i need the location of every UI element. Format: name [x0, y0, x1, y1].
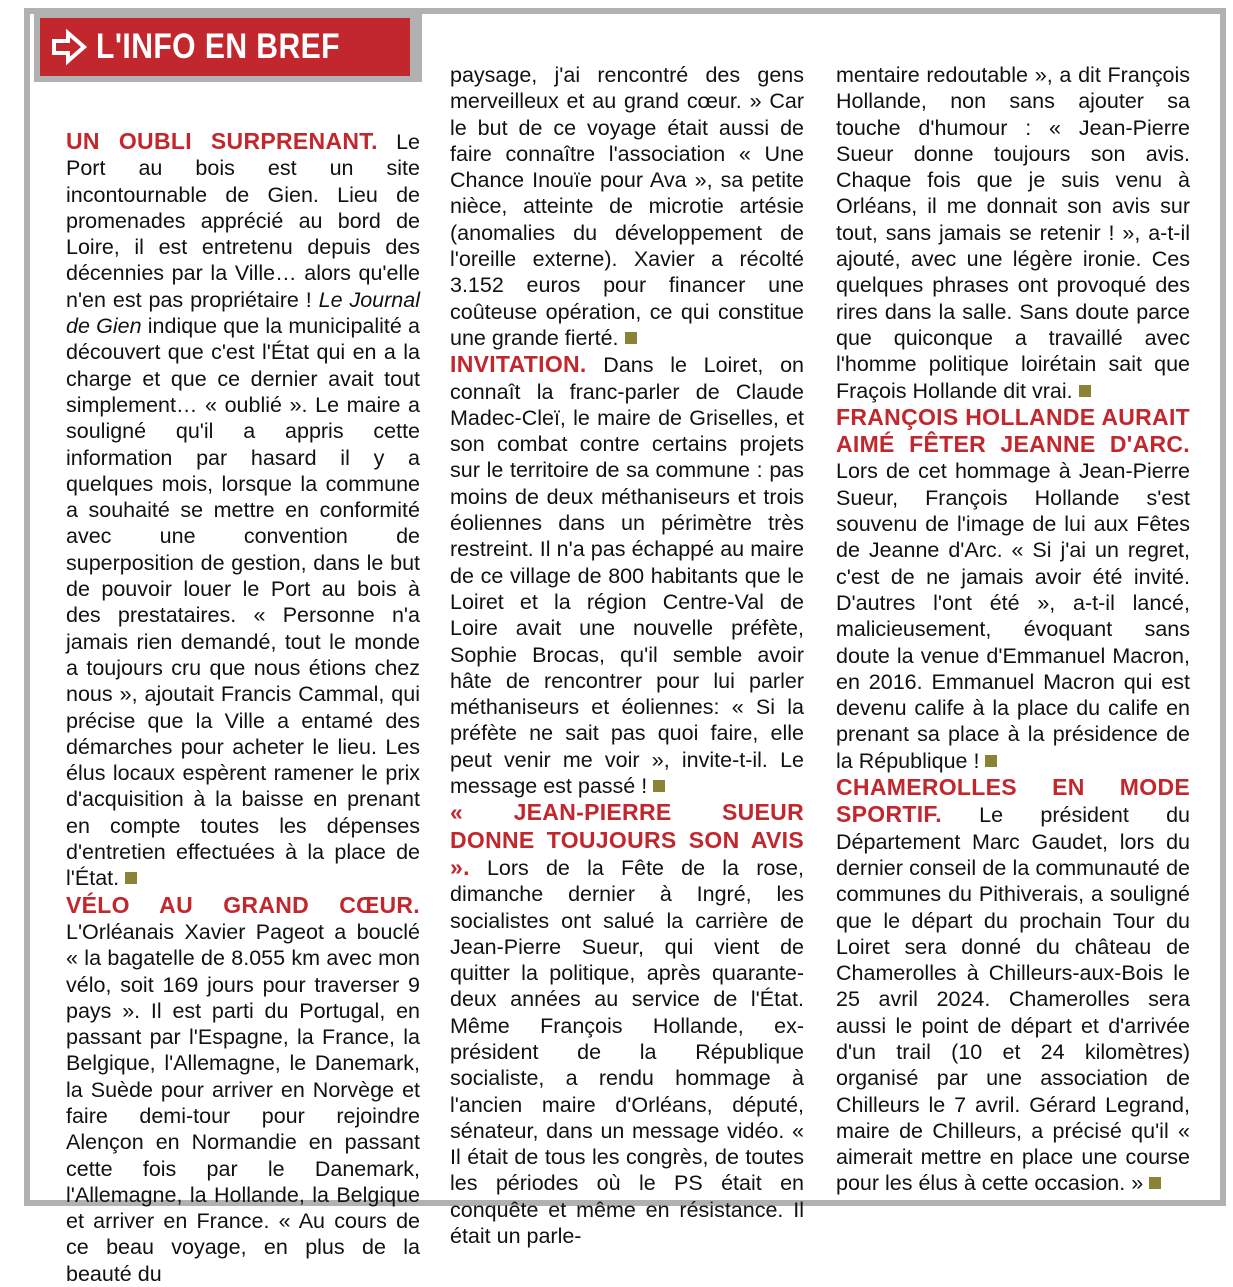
article-kicker: INVITATION.	[450, 351, 587, 378]
article-body: Le Port au bois est un site incontournable de Gien. Lieu de promenades apprécié au bord de Loire, il est entretenu depuis des décennies par la Ville… alors qu'elle n'en est pas propriétaire !	[66, 130, 420, 312]
article-invitation	[450, 351, 804, 799]
article-body: Lors de cet hommage à Jean-Pierre Sueur, François Hollande s'est souvenu de l'image de lui aux Fêtes de Jeanne d'Arc. « Si j'ai un regret, c'est de ne jamais avoir été invité. D'autres l'ont été », a-t-il lancé, malicieusement, évoquant sans doute la venue d'Emmanuel Macron, en 2016. Emmanuel Macron qui est devenu calife à la place du calife en prenant sa place à la présidence de la République !	[836, 459, 1190, 773]
article-sueur	[450, 799, 804, 1249]
column-1	[66, 128, 420, 1287]
article-body: L'Orléanais Xavier Pageot a bouclé « la bagatelle de 8.055 km avec mon vélo, soit 169 jours pour traverser 9 pays ». Il est parti du Portugal, en passant par l'Espagne, la France, la Belgique, l'Allemagne, le Danemark, la Suède pour arriver en Norvège et faire demi-tour pour rejoindre Alençon en Normandie en passant cette fois par le Danemark, l'Allemagne, la Hollande, la Belgique et arriver en France. « Au cours de ce beau voyage, en plus de la beauté du	[66, 919, 420, 1286]
end-mark-icon	[985, 755, 997, 767]
article-velo	[66, 892, 420, 1287]
end-mark-icon	[653, 780, 665, 792]
article-hollande	[836, 404, 1190, 774]
article-kicker: « JEAN-PIERRE SUEUR DONNE TOUJOURS SON AVIS ».	[450, 799, 804, 880]
article-sueur-continued	[836, 62, 1190, 404]
article-body: Lors de la Fête de la rose, dimanche dernier à Ingré, les socialistes ont salué la carrière de Jean-Pierre Sueur, qui vient de quitter la politique, après quarante-deux années au service de l'État. Même François Hollande, ex-président de la République socialiste, a rendu hommage à l'ancien maire d'Orléans, député, sénateur, dans un message vidéo. « Il était de tous les congrès, de toutes les périodes où le PS était en conquête et même en résistance. Il était un parle-	[450, 855, 804, 1249]
article-body: paysage, j'ai rencontré des gens merveilleux et au grand cœur. » Car le but de ce voyage était aussi de faire connaître l'association « Une Chance Inouïe pour Ava », sa petite nièce, atteinte de microtie artésie (anomalies du développement de l'oreille externe). Xavier a récolté 3.152 euros pour financer une coûteuse opération, ce qui constitue une grande fierté.	[450, 63, 804, 350]
article-kicker: UN OUBLI SURPRENANT.	[66, 128, 378, 154]
article-body: Le président du Département Marc Gaudet, lors du dernier conseil de la communauté de communes du Pithiverais, a souligné que le départ du prochain Tour du Loiret sera donné du château de Chamerolles à Chilleurs-aux-Bois le 25 avril 2024. Chamerolles sera aussi le point de départ et d'arrivée d'un trail (10 et 24 kilomètres) organisé par une association de Chilleurs le 7 avril. Gérard Legrand, maire de Chilleurs, a précisé qu'il « aimerait mettre en place une course pour les élus à cette occasion. »	[836, 803, 1190, 1196]
article-body: indique que la municipalité a découvert que c'est l'État qui en a la charge et que ce dernier avait tout simplement… « oublié ». Le maire a souligné qu'il a appris cette information par hasard il y a quelques mois, lorsque la commune a souhaité se mettre en conformité avec une convention de superposition de gestion, dans le but de pouvoir louer le Port au bois à des prestataires. « Personne n'a jamais rien demandé, tout le monde a toujours cru que nous étions chez nous », ajoutait Francis Cammal, qui précise que la Ville a entamé des démarches pour acheter le lieu. Les élus locaux espèrent ramener le prix d'acquisition à la baisse en prenant en compte toutes les dépenses d'entretien effectuées à la place de l'État.	[66, 314, 421, 891]
article-kicker: CHAMEROLLES EN MODE SPORTIF.	[836, 774, 1190, 828]
article-velo-continued	[450, 62, 804, 351]
section-header	[34, 12, 422, 82]
article-oubli	[66, 128, 420, 892]
publication-name: Le Journal de Gien	[66, 287, 420, 339]
end-mark-icon	[625, 332, 637, 344]
article-chamerolles	[836, 774, 1190, 1197]
end-mark-icon	[1149, 1177, 1161, 1189]
article-kicker: VÉLO AU GRAND CŒUR.	[66, 891, 420, 918]
section-title: L'INFO EN BREF	[96, 27, 340, 66]
column-3	[836, 62, 1190, 1197]
end-mark-icon	[125, 872, 137, 884]
arrow-right-icon	[50, 18, 96, 76]
article-body: Dans le Loiret, on connaît la franc-parler de Claude Madec-Cleï, le maire de Griselles, et son combat contre certains projets sur le territoire de sa commune : pas moins de deux méthaniseurs et trois éoliennes dans un périmètre très restreint. Il n'a pas échappé au maire de ce village de 800 habitants que le Loiret et la région Centre-Val de Loire avait une nouvelle préfète, Sophie Brocas, qu'il semble avoir hâte de rencontrer pour lui parler méthaniseurs et éoliennes: « Si la préfète ne sait pas quoi faire, elle peut venir me voir », invite-t-il. Le message est passé !	[450, 353, 804, 799]
article-kicker: FRANÇOIS HOLLANDE AURAIT AIMÉ FÊTER JEANNE D'ARC.	[836, 403, 1190, 458]
article-body: mentaire redoutable », a dit François Hollande, non sans ajouter sa touche d'humour : « Jean-Pierre Sueur donne toujours son avis. Chaque fois que je suis venu à Orléans, il me donnait son avis sur tout, sans jamais se retenir ! », a-t-il ajouté, avec une légère ironie. Ces quelques phrases ont provoqué des rires dans la salle. Sans doute parce que quiconque a travaillé avec l'homme politique loirétain sait que Fraçois Hollande dit vrai.	[836, 63, 1190, 403]
section-header-band	[40, 18, 410, 76]
end-mark-icon	[1079, 385, 1091, 397]
column-2	[450, 62, 804, 1249]
